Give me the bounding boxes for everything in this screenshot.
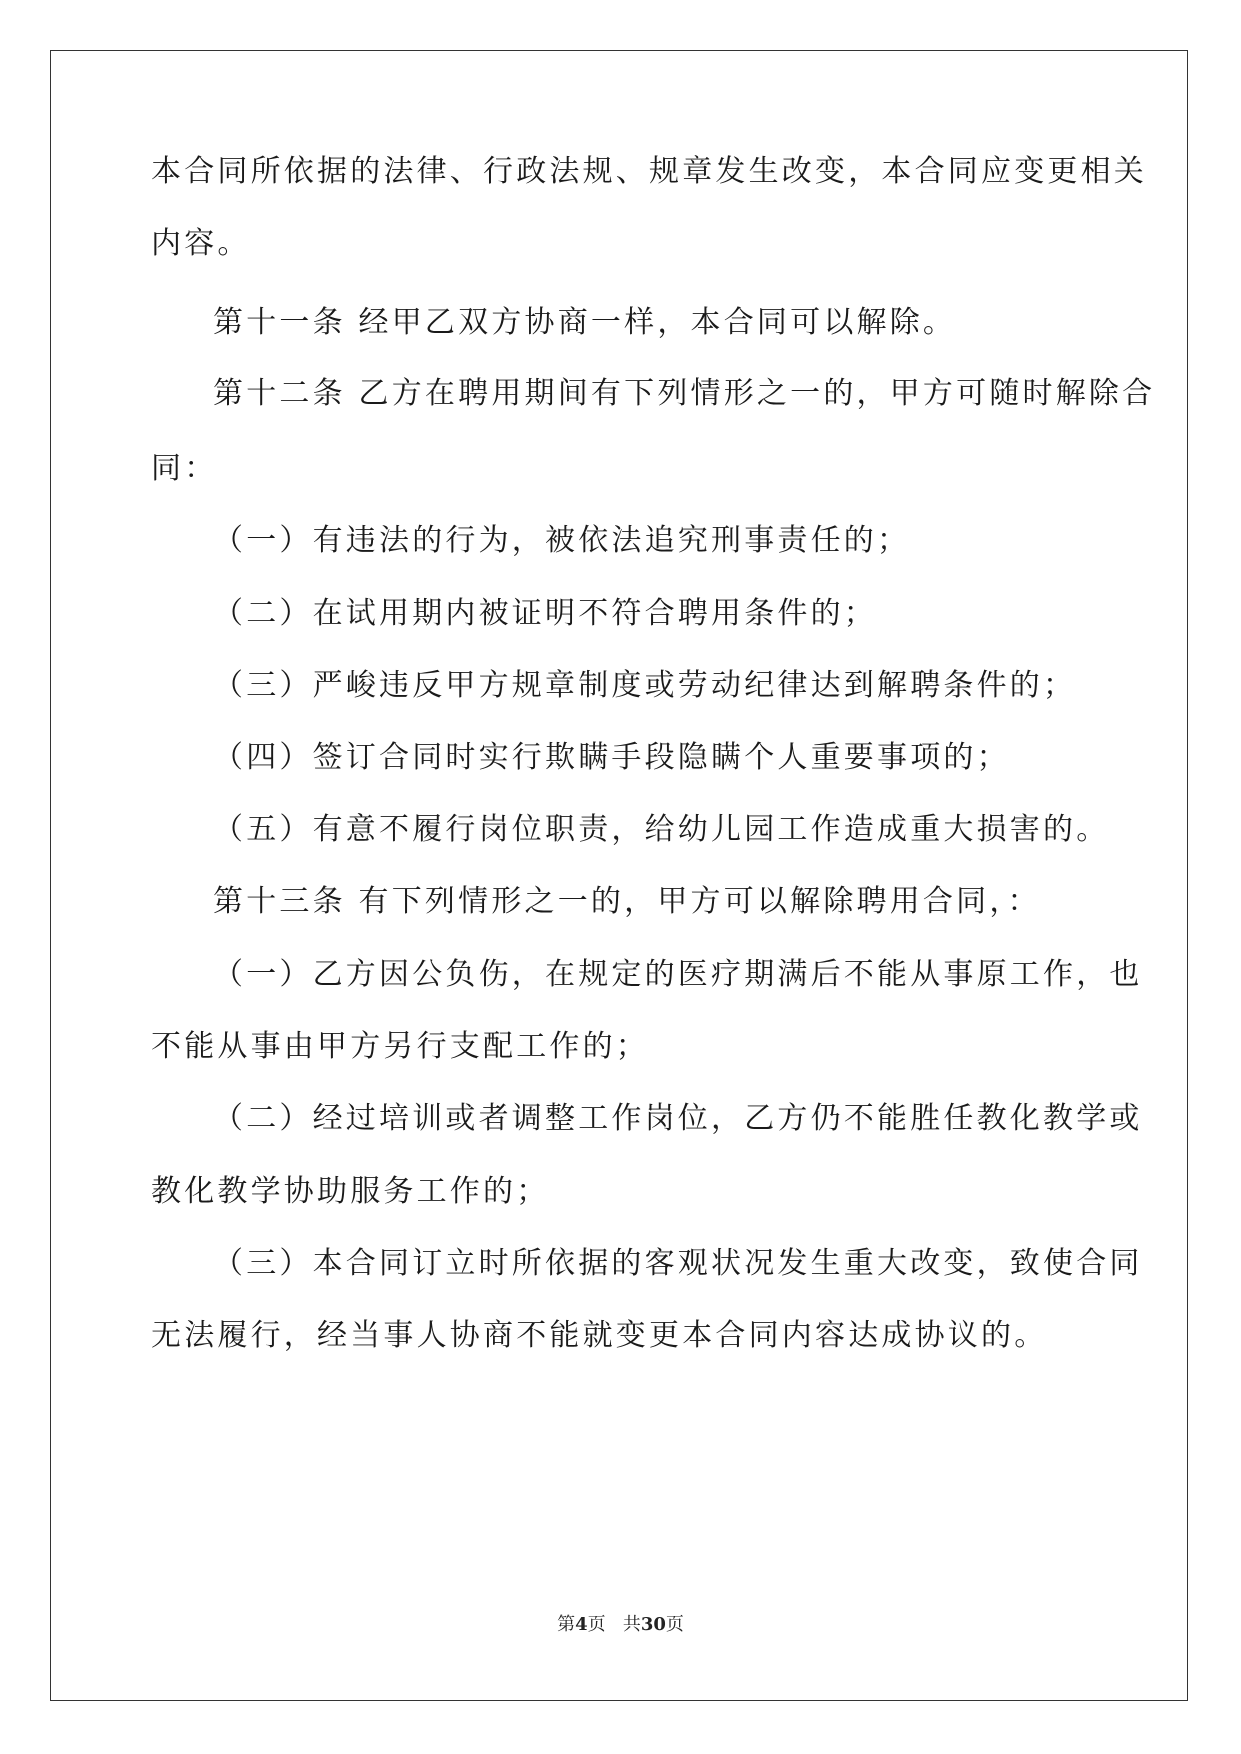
article-12: 第十二条 乙方在聘用期间有下列情形之一的，甲方可随时解除合 [213,376,1156,411]
article-13: 第十三条 有下列情形之一的，甲方可以解除聘用合同，： [213,884,1041,919]
text-line: 无法履行，经当事人协商不能就变更本合同内容达成协议的。 [151,1318,1048,1353]
text-line: 本合同所依据的法律、行政法规、规章发生改变，本合同应变更相关 [151,154,1147,189]
footer-total-label: 页 [665,1614,684,1635]
clause-item: （三）本合同订立时所依据的客观状况发生重大改变，致使合同 [213,1246,1143,1281]
text-line: 不能从事由甲方另行支配工作的； [151,1029,649,1064]
clause-item: （二）在试用期内被证明不符合聘用条件的； [213,596,877,631]
page-border [50,50,1188,1701]
clause-item: （一）乙方因公负伤，在规定的医疗期满后不能从事原工作，也 [213,957,1143,992]
clause-item: （四）签订合同时实行欺瞒手段隐瞒个人重要事项的； [213,740,1010,775]
text-line: 同： [151,451,218,486]
page-footer [0,1610,1241,1636]
text-line: 内容。 [151,226,251,261]
text-line: 教化教学协助服务工作的； [151,1174,550,1209]
clause-item: （三）严峻违反甲方规章制度或劳动纪律达到解聘条件的； [213,668,1077,703]
clause-item: （一）有违法的行为，被依法追究刑事责任的； [213,523,911,558]
clause-item: （五）有意不履行岗位职责，给幼儿园工作造成重大损害的。 [213,812,1110,847]
article-11: 第十一条 经甲乙双方协商一样，本合同可以解除。 [213,305,957,340]
current-page-number: 4 [575,1614,588,1635]
footer-prefix: 第 [557,1614,576,1635]
footer-total-prefix: 共 [622,1614,641,1635]
footer-page-label: 页 [587,1614,606,1635]
total-page-count: 30 [640,1614,666,1635]
clause-item: （二）经过培训或者调整工作岗位，乙方仍不能胜任教化教学或 [213,1101,1143,1136]
